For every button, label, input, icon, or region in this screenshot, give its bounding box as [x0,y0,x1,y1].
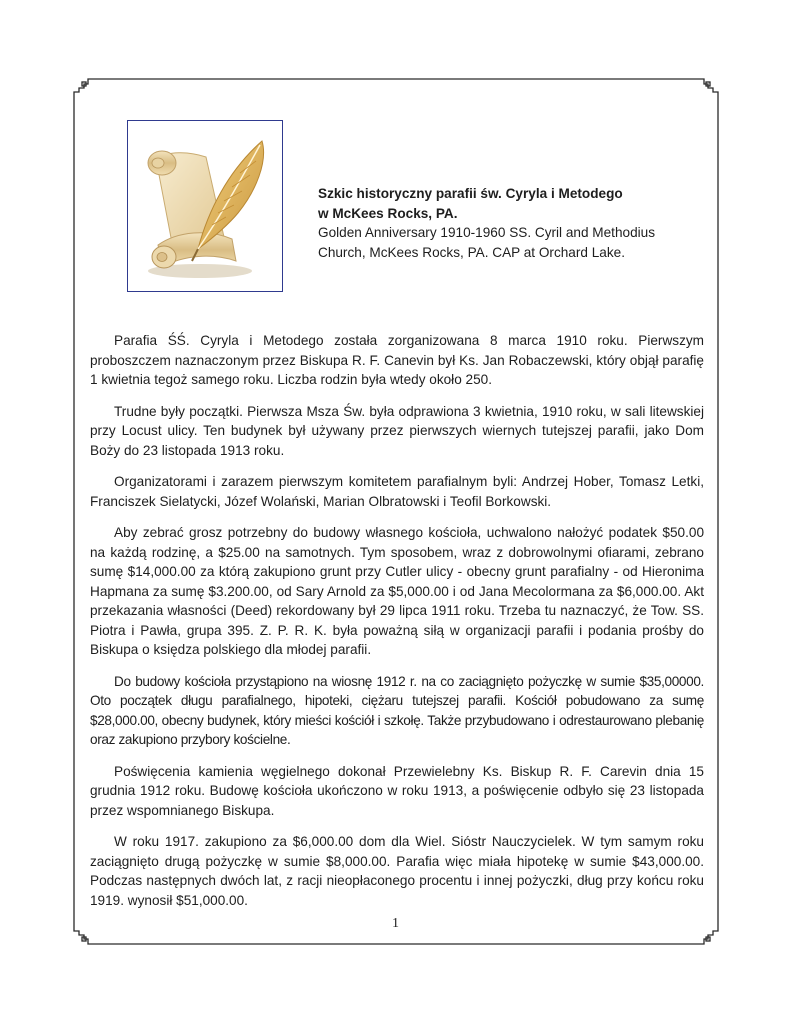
source-line1: Golden Anniversary 1910-1960 SS. Cyril and Methodius [318,225,656,241]
document-title-line2: w McKees Rocks, PA. [318,205,458,221]
document-header [318,184,698,262]
paragraph-7: W roku 1917. zakupiono za $6,000.00 dom dla Wiel. Sióstr Nauczycielek. W tym samym roku zaciągnięto drugą pożyczkę w sumie $8,000.00. Parafia więc miała hipotekę w sumie $43,000.00. Podczas następnych dwóch lat, z racji nieopłaconego procentu i innej pożyczki, dług przy końcu roku 1919. wynosił $51,000.00. [90,834,704,908]
page-number: 1 [392,916,399,931]
paragraph-5: Do budowy kościoła przystąpiono na wiosnę 1912 r. na co zaciągnięto pożyczkę w sumie $35,00000. Oto początek długu parafialnego, hipoteki, ciężaru tutejszej parafii. Kościół pobudowano za sumę $28,000.00, obecny budynek, który mieści kościół i szkołę. Także przybudowano i odrestaurowano plebanię oraz zakupiono przybory kościelne. [90,673,704,747]
paragraph-3: Organizatorami i zarazem pierwszym komitetem parafialnym byli: Andrzej Hober, Tomasz Letki, Franciszek Sielatycki, Józef Wolański, Marian Olbratowski i Teofil Borkowski. [90,474,704,509]
scroll-quill-illustration [127,120,283,292]
source-line2: Church, McKees Rocks, PA. CAP at Orchard Lake. [318,244,625,260]
document-title-line1: Szkic historyczny parafii św. Cyryla i Metodego [318,186,623,201]
scroll-and-quill-icon [128,121,281,290]
paragraph-6: Poświęcenia kamienia węgielnego dokonał Przewielebny Ks. Biskup R. F. Carevin dnia 15 grudnia 1912 roku. Budowę kościoła ukończono w roku 1913, a poświęcenie odbyło się 23 listopada przez wspomnianego Biskupa. [90,763,704,818]
document-body [90,331,704,922]
paragraph-4: Aby zebrać grosz potrzebny do budowy własnego kościoła, uchwalono nałożyć podatek $50.00 na każdą rodzinę, a $25.00 na samotnych. Tym sposobem, wraz z dobrowolnymi ofiarami, zebrano sumę $14,000.00 za którą zakupiono grunt przy Cutler ulicy - obecny grunt parafialny - od Hieronima Hapmana za sumę $3.200.00, od Sary Arnold za $5,000.00 i od Jana Mecolormana za $6,000.00. Akt przekazania własności (Deed) rekordowany był 29 lipca 1911 roku. Trzeba tu naznaczyć, że Tow. SS. Piotra i Pawła, grupa 395. Z. P. R. K. była poważną siłą w organizacji parafii i podania prośby do Biskupa o księdza polskiego dla młodej parafii. [90,525,704,657]
paragraph-2: Trudne były początki. Pierwsza Msza Św. była odprawiona 3 kwietnia, 1910 roku, w sali litewskiej przy Locust ulicy. Ten budynek był używany przez pierwszych wiernych tutejszej parafii, jako Dom Boży do 23 listopada 1913 roku. [90,403,704,458]
paragraph-1: Parafia ŚŚ. Cyryla i Metodego została zorganizowana 8 marca 1910 roku. Pierwszym proboszczem naznaczonym przez Biskupa R. F. Canevin był Ks. Jan Robaczewski, który objął parafię 1 kwietnia tegoż samego roku. Liczba rodzin była wtedy około 250. [90,333,704,387]
